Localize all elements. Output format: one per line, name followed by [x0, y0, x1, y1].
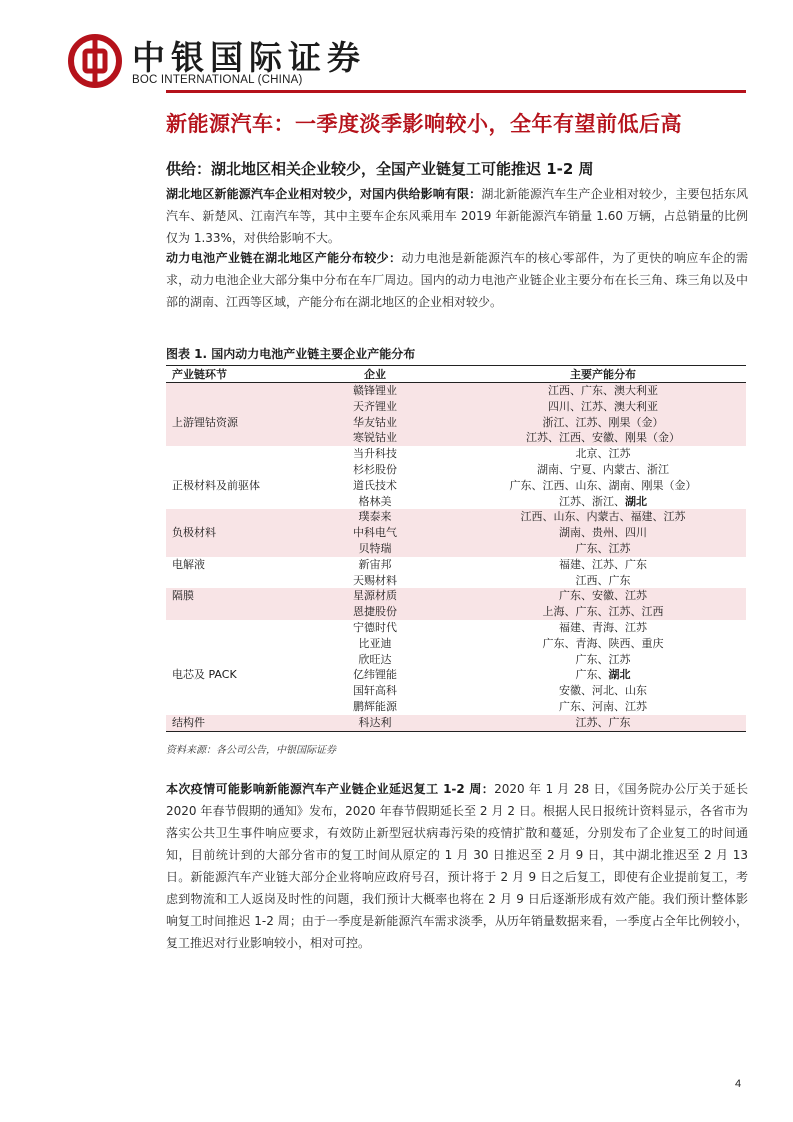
- region-text: 江西、广东: [575, 573, 631, 587]
- capacity-table: [166, 365, 746, 732]
- region-text: 浙江、江苏、刚果（金）: [542, 415, 664, 429]
- paragraph-battery-chain: [166, 247, 748, 313]
- cell-region: [460, 636, 746, 652]
- region-text: 福建、江苏、广东: [559, 557, 647, 571]
- brand-name-cn: 中银国际证券: [132, 38, 366, 77]
- cell-region: [460, 462, 746, 478]
- region-highlight: 湖北: [608, 668, 631, 682]
- header: [68, 32, 748, 92]
- paragraph-body: 动力电池是新能源汽车的核心零部件，为了更快的响应车企的需求，动力电池企业大部分集中分布在车厂周边。国内的动力电池产业链企业主要分布在长三角、珠三角以及中部的湖南、江西等区域，产能分布在湖北地区的企业相对较少。: [166, 251, 748, 309]
- cell-region: [460, 478, 746, 494]
- cell-region: [460, 446, 746, 462]
- region-text: 福建、青海、江苏: [559, 620, 647, 634]
- table-row: [166, 478, 746, 494]
- cell-region: [460, 541, 746, 557]
- cell-region: [460, 604, 746, 620]
- figure-source: 资料来源：各公司公告，中银国际证券: [166, 745, 336, 756]
- cell-company: 欣旺达: [358, 652, 392, 666]
- cell-region: [460, 683, 746, 699]
- cell-segment: [166, 620, 290, 636]
- cell-segment: 隔膜: [166, 588, 290, 604]
- region-text: 湖南、宁夏、内蒙古、浙江: [537, 462, 669, 476]
- cell-company: 比亚迪: [358, 636, 392, 650]
- table-row: [166, 399, 746, 415]
- region-text: 江西、广东、澳大利亚: [548, 384, 658, 397]
- table-row: [166, 446, 746, 462]
- region-text: 广东、江西、山东、湖南、刚果（金）: [509, 478, 697, 492]
- cell-region: [460, 652, 746, 668]
- paragraph-hubei-supply: [166, 183, 748, 249]
- cell-region: [460, 557, 746, 573]
- table-body: [166, 383, 746, 732]
- table-row: [166, 494, 746, 510]
- cell-company: 寒锐钴业: [290, 430, 460, 446]
- cell-region: [460, 588, 746, 604]
- cell-segment: [166, 383, 290, 399]
- table-row: [166, 415, 746, 431]
- paragraph-lead: 湖北地区新能源汽车企业相对较少，对国内供给影响有限：: [166, 187, 482, 201]
- paragraph-body: 2020 年 1 月 28 日，《国务院办公厅关于延长 2020 年春节假期的通知》发布，2020 年春节假期延长至 2 月 2 日。根据人民日报统计资料显示，各省市为落实公共卫生事件响应要求，有效防止新型冠状病毒污染的疫情扩散和蔓延，分别发布了企业复工的时间通知，目前统计到的大部分省市的复工时间从原定的 1 月 30 日推迟至 2 月 9 日，其中湖北推迟至 2 月 13 日。新能源汽车产业链大部分企业将响应政府号召，预计将于 2 月 9 日之后复工，即使有企业提前复工，考虑到物流和工人返岗及时性的问题，我们预计大概率也将在 2 月 9 日后逐渐形成有效产能。我们预计整体影响复工时间推迟 1-2 周；由于一季度是新能源汽车需求淡季，从历年销量数据来看，一季度占全年比例较小，复工推迟对行业影响较小，相对可控。: [166, 782, 748, 950]
- region-highlight: 湖北: [625, 494, 647, 508]
- cell-segment: 负极材料: [166, 525, 290, 541]
- region-text: 江西、山东、内蒙古、福建、江苏: [520, 510, 686, 524]
- cell-region: [460, 620, 746, 636]
- region-text: 广东、江苏: [575, 652, 631, 666]
- table-row: [166, 652, 746, 668]
- region-text: 上海、广东、江苏、江西: [542, 605, 664, 619]
- table-row: [166, 604, 746, 620]
- cell-region: [460, 573, 746, 589]
- cell-segment: [166, 446, 290, 462]
- cell-segment: 电解液: [172, 557, 205, 571]
- cell-segment: 结构件: [166, 715, 290, 731]
- cell-company: 格林美: [358, 494, 392, 508]
- cell-region: [460, 383, 746, 399]
- cell-region: [460, 667, 746, 683]
- header-divider: [166, 90, 746, 93]
- region-text: 广东、青海、陕西、重庆: [542, 636, 664, 650]
- cell-region: [460, 415, 746, 431]
- table-row: [166, 588, 746, 604]
- subsection-heading: 供给：湖北地区相关企业较少，全国产业链复工可能推迟 1-2 周: [166, 160, 594, 178]
- table-row: [166, 557, 746, 573]
- column-header: 产业链环节: [166, 366, 290, 383]
- region-text: 广东、: [575, 668, 609, 682]
- paragraph-body: 湖北新能源汽车生产企业相对较少，主要包括东风汽车、新楚风、江南汽车等，其中主要车企东风乘用车 2019 年新能源汽车销量 1.60 万辆，占总销量的比例仅为 1.33%，对供给影响不大。: [166, 187, 748, 245]
- table-row: [166, 462, 746, 478]
- region-text: 江苏、广东: [575, 715, 631, 729]
- cell-company: 道氏技术: [353, 478, 397, 492]
- cell-segment: 正极材料及前驱体: [172, 478, 260, 492]
- cell-region: [460, 509, 746, 525]
- table-row: [166, 683, 746, 699]
- table-row: [166, 525, 746, 541]
- cell-segment: [166, 462, 290, 478]
- cell-company: 鹏辉能源: [353, 699, 397, 713]
- table-row: [166, 509, 746, 525]
- cell-company: 杉杉股份: [353, 462, 397, 476]
- figure-title: 图表 1. 国内动力电池产业链主要企业产能分布: [166, 347, 416, 361]
- cell-company: 当升科技: [353, 447, 397, 461]
- cell-segment: [166, 683, 290, 699]
- table-row: [166, 699, 746, 715]
- page-number: 4: [735, 1078, 742, 1090]
- table-row: [166, 715, 746, 731]
- cell-segment: [166, 509, 290, 525]
- section-heading: 新能源汽车：一季度淡季影响较小，全年有望前低后高: [166, 112, 682, 136]
- table-row: [166, 620, 746, 636]
- cell-company: 新宙邦: [358, 557, 392, 571]
- cell-segment: [166, 494, 290, 510]
- cell-segment: [166, 636, 290, 652]
- region-text: 湖南、贵州、四川: [559, 526, 647, 540]
- cell-segment: [166, 699, 290, 715]
- region-text: 四川、江苏、澳大利亚: [548, 399, 658, 413]
- paragraph-lead: 动力电池产业链在湖北地区产能分布较少：: [166, 251, 402, 265]
- cell-company: 恩捷股份: [290, 604, 460, 620]
- cell-segment: 上游锂钴资源: [166, 415, 290, 431]
- cell-region: [460, 525, 746, 541]
- cell-company: 贝特瑞: [290, 541, 460, 557]
- cell-segment: 电芯及 PACK: [172, 668, 237, 682]
- cell-region: [460, 699, 746, 715]
- region-text: 广东、江苏: [575, 541, 631, 555]
- table-row: [166, 636, 746, 652]
- cell-segment: [166, 430, 290, 446]
- cell-company: 科达利: [290, 715, 460, 731]
- paragraph-epidemic-impact: [166, 778, 748, 954]
- region-text: 北京、江苏: [575, 447, 631, 461]
- table-row: [166, 383, 746, 399]
- cell-segment: [166, 573, 290, 589]
- table-row: [166, 541, 746, 557]
- table-row: [166, 667, 746, 683]
- table-row: [166, 573, 746, 589]
- cell-company: 国轩高科: [353, 684, 397, 698]
- cell-company: 中科电气: [290, 525, 460, 541]
- cell-company: 宁德时代: [353, 620, 397, 634]
- boc-logo-icon: [68, 34, 122, 88]
- cell-region: [460, 715, 746, 731]
- brand-name-en: BOC INTERNATIONAL (CHINA): [132, 74, 303, 86]
- cell-company: 华友钴业: [290, 415, 460, 431]
- cell-region: [460, 430, 746, 446]
- cell-segment: [166, 652, 290, 668]
- cell-region: [460, 399, 746, 415]
- cell-segment: [166, 399, 290, 415]
- cell-company: 亿纬锂能: [353, 668, 397, 682]
- region-text: 安徽、河北、山东: [559, 684, 647, 698]
- paragraph-lead: 本次疫情可能影响新能源汽车产业链企业延迟复工 1-2 周：: [166, 782, 495, 796]
- region-text: 江苏、江西、安徽、刚果（金）: [526, 431, 680, 445]
- column-header: 主要产能分布: [460, 366, 746, 383]
- cell-segment: [166, 604, 290, 620]
- cell-company: 星源材质: [290, 588, 460, 604]
- cell-company: 天齐锂业: [290, 399, 460, 415]
- cell-segment: [166, 541, 290, 557]
- cell-company: 天赐材料: [353, 573, 397, 587]
- table-row: [166, 430, 746, 446]
- region-text: 广东、河南、江苏: [559, 699, 647, 713]
- column-header: 企业: [290, 366, 460, 383]
- cell-region: [460, 494, 746, 510]
- cell-company: 璞泰来: [290, 509, 460, 525]
- region-text: 江苏、浙江、: [559, 494, 625, 508]
- table-header-row: [166, 366, 746, 383]
- cell-company: 赣锋锂业: [290, 383, 460, 399]
- region-text: 广东、安徽、江苏: [559, 589, 647, 603]
